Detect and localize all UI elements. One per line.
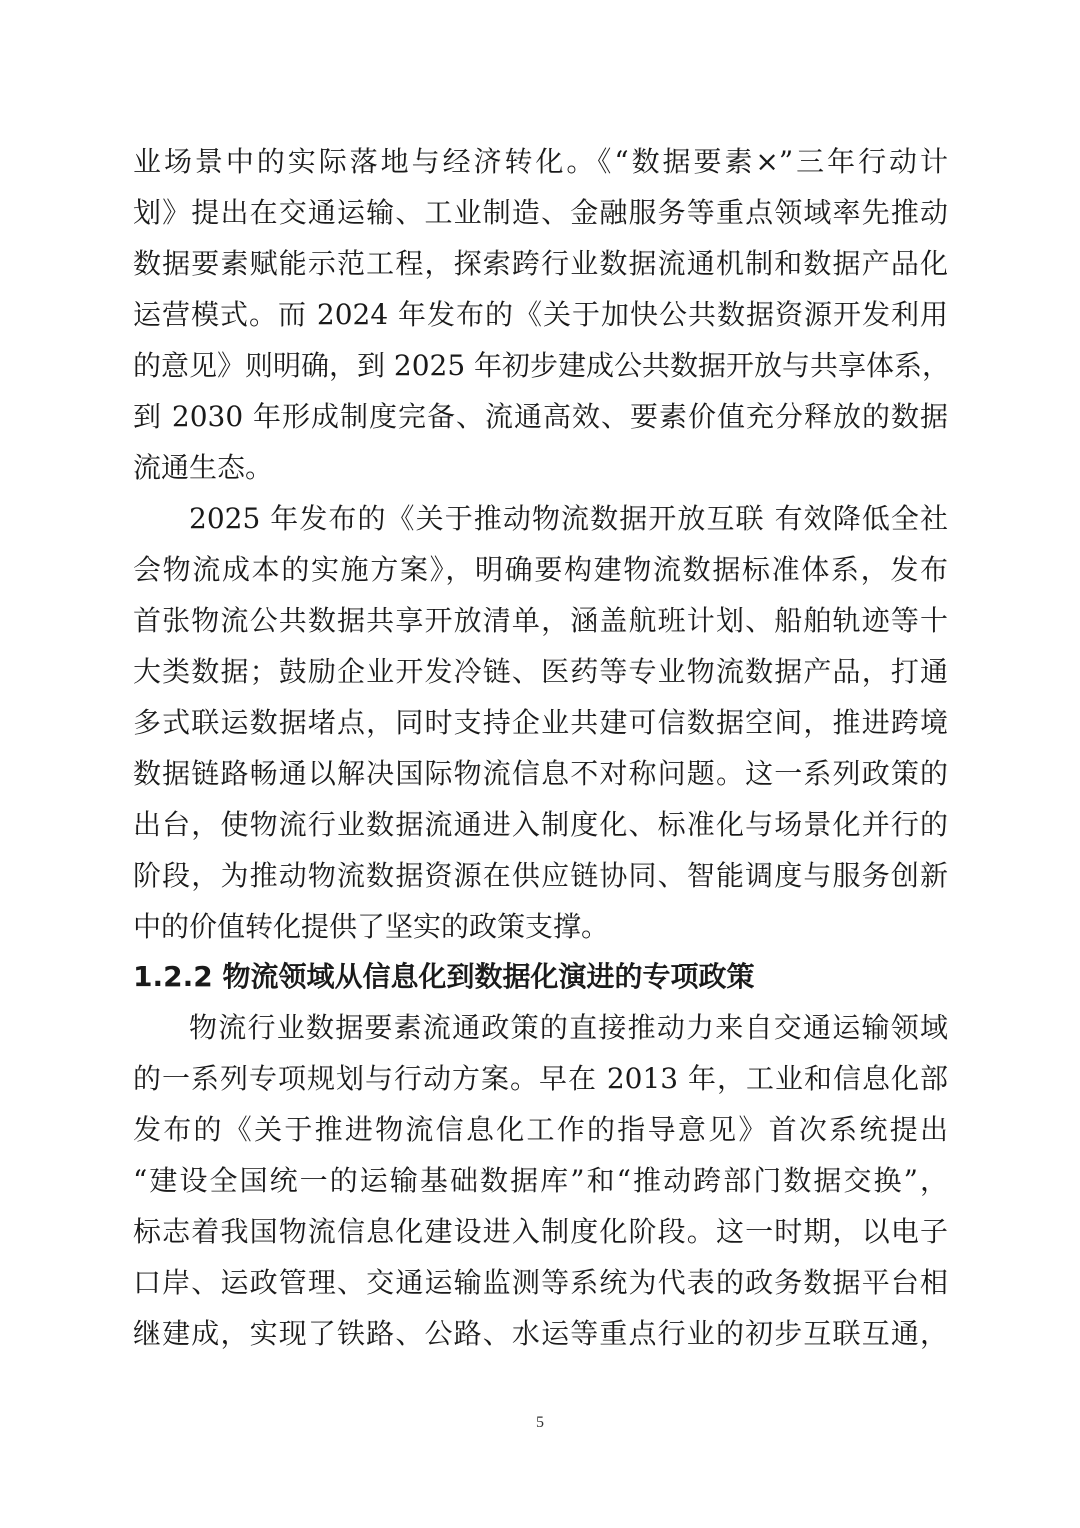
body-line-19: 的一系列专项规划与行动方案。早在 2013 年，工业和信息化部 — [133, 1062, 948, 1095]
body-line-10: 首张物流公共数据共享开放清单，涵盖航班计划、船舶轨迹等十 — [133, 604, 948, 637]
body-line-23: 口岸、运政管理、交通运输监测等系统为代表的政务数据平台相 — [133, 1266, 948, 1299]
body-line-6: 到 2030 年形成制度完备、流通高效、要素价值充分释放的数据 — [133, 400, 948, 433]
body-line-14: 出台，使物流行业数据流通进入制度化、标准化与场景化并行的 — [133, 808, 948, 841]
body-line-24: 继建成，实现了铁路、公路、水运等重点行业的初步互联互通， — [133, 1317, 948, 1350]
body-line-21: “建设全国统一的运输基础数据库”和“推动跨部门数据交换”， — [133, 1164, 948, 1197]
body-line-18: 物流行业数据要素流通政策的直接推动力来自交通运输领域 — [189, 1011, 948, 1044]
body-line-1: 业场景中的实际落地与经济转化。《“数据要素×”三年行动计 — [133, 145, 948, 178]
body-line-20: 发布的《关于推进物流信息化工作的指导意见》首次系统提出 — [133, 1113, 948, 1146]
body-line-5: 的意见》则明确，到 2025 年初步建成公共数据开放与共享体系， — [133, 349, 951, 382]
body-line-15: 阶段，为推动物流数据资源在供应链协同、智能调度与服务创新 — [133, 859, 948, 892]
body-line-12: 多式联运数据堵点，同时支持企业共建可信数据空间，推进跨境 — [133, 706, 948, 739]
page-number: 5 — [536, 1414, 544, 1431]
section-heading: 1.2.2 物流领域从信息化到数据化演进的专项政策 — [133, 960, 755, 993]
body-line-22: 标志着我国物流信息化建设进入制度化阶段。这一时期，以电子 — [133, 1215, 948, 1248]
body-line-7: 流通生态。 — [133, 451, 274, 484]
body-line-4: 运营模式。而 2024 年发布的《关于加快公共数据资源开发利用 — [133, 298, 948, 331]
body-line-13: 数据链路畅通以解决国际物流信息不对称问题。这一系列政策的 — [133, 757, 948, 790]
body-line-3: 数据要素赋能示范工程，探索跨行业数据流通机制和数据产品化 — [133, 247, 948, 280]
body-line-11: 大类数据；鼓励企业开发冷链、医药等专业物流数据产品，打通 — [133, 655, 948, 688]
body-line-16: 中的价值转化提供了坚实的政策支撑。 — [133, 910, 610, 943]
body-line-8: 2025 年发布的《关于推动物流数据开放互联 有效降低全社 — [189, 502, 948, 535]
body-line-2: 划》提出在交通运输、工业制造、金融服务等重点领域率先推动 — [133, 196, 948, 229]
body-line-9: 会物流成本的实施方案》，明确要构建物流数据标准体系，发布 — [133, 553, 948, 586]
